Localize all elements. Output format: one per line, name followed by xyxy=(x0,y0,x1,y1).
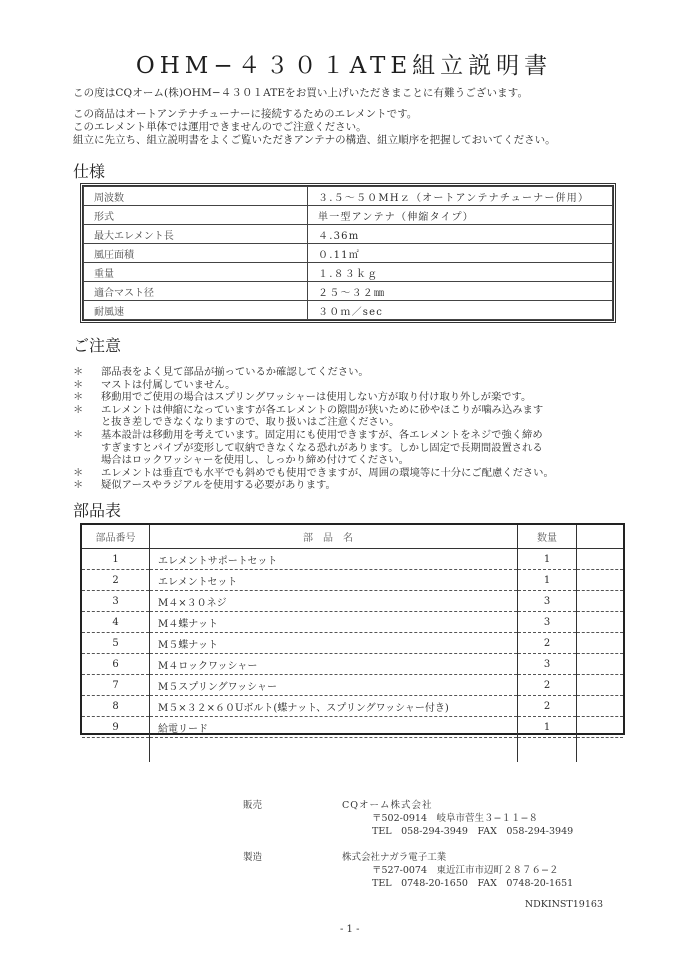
part-number: 8 xyxy=(82,696,150,717)
note-item xyxy=(73,366,554,379)
bullet-asterisk-icon: ＊ xyxy=(73,479,84,492)
note-text: エレメントは垂直でも水平でも斜めでも使用できますが、周囲の環境等に十分にご配慮ください。 xyxy=(101,466,554,479)
spec-row xyxy=(84,301,613,320)
part-name: エレメントサポートセット xyxy=(150,549,518,570)
spec-row xyxy=(84,206,613,225)
spec-value: １.８３ｋｇ xyxy=(308,263,613,282)
description-line: このエレメント単体では運用できませんのでご注意ください。 xyxy=(73,121,367,133)
spec-table xyxy=(80,183,616,323)
bullet-asterisk-icon xyxy=(73,454,101,467)
table-row xyxy=(82,633,623,654)
part-number: 1 xyxy=(82,549,150,570)
part-name: 給電リード xyxy=(150,717,518,738)
spec-value: ３.５〜５０MHｚ（オートアンテナチューナー併用） xyxy=(308,187,613,206)
maker-phone-fax: TEL 0748-20-1650 FAX 0748-20-1651 xyxy=(372,878,574,889)
intro-text: この度はCQオーム(株)OHM−４３０１ATEをお買い上げいただきまことに有難うございます。 xyxy=(73,87,529,99)
notes-list xyxy=(73,366,554,492)
part-quantity: 2 xyxy=(518,633,577,654)
note-text: マストは付属していません。 xyxy=(101,378,236,391)
bullet-asterisk-icon: ＊ xyxy=(73,403,84,416)
part-quantity: 2 xyxy=(518,675,577,696)
part-name: M４ロックワッシャー xyxy=(150,654,518,675)
part-remarks xyxy=(577,654,624,675)
note-text: 移動用でご使用の場合はスプリングワッシャーは使用しない方が取り付け取り外しが楽です。 xyxy=(101,391,532,404)
part-quantity: 2 xyxy=(518,696,577,717)
note-item xyxy=(73,379,554,392)
spec-value: 単一型アンテナ（伸縮タイプ） xyxy=(308,206,613,225)
empty-table-row xyxy=(82,738,623,763)
table-row xyxy=(82,654,623,675)
spec-label: 重量 xyxy=(84,263,308,282)
part-number: 6 xyxy=(82,654,150,675)
part-remarks xyxy=(577,675,624,696)
part-remarks xyxy=(577,549,624,570)
spec-row xyxy=(84,225,613,244)
note-item xyxy=(73,429,554,442)
note-text: 場合はロックワッシャーを使用し、しっかり締め付けてください。 xyxy=(101,454,409,467)
table-row xyxy=(82,570,623,591)
seller-company: CQオーム株式会社 xyxy=(342,800,433,811)
column-header-blank xyxy=(577,525,624,549)
spec-label: 適合マスト径 xyxy=(84,282,308,301)
parts-table xyxy=(80,523,625,735)
part-quantity: 1 xyxy=(518,549,577,570)
document-code: NDKINST19163 xyxy=(524,899,603,910)
bullet-asterisk-icon: ＊ xyxy=(73,378,84,391)
spec-label: 耐風速 xyxy=(84,301,308,320)
note-item xyxy=(73,442,554,455)
part-number: 2 xyxy=(82,570,150,591)
seller-address: 〒502-0914 岐阜市菅生３−１１−８ xyxy=(372,813,538,824)
part-remarks xyxy=(577,612,624,633)
note-item xyxy=(73,391,554,404)
description-line: この商品はオートアンテナチューナーに接続するためのエレメントです。 xyxy=(73,108,418,120)
bullet-asterisk-icon: ＊ xyxy=(73,366,84,378)
part-remarks xyxy=(577,591,624,612)
table-row xyxy=(82,675,623,696)
note-text: 基本設計は移動用を考えています。固定用にも使用できますが、各エレメントをネジで強く締め xyxy=(101,428,543,441)
table-row xyxy=(82,612,623,633)
part-name: M５×３２×６０Uボルト(蝶ナット、スプリングワッシャー付き) xyxy=(150,696,518,717)
part-quantity: 3 xyxy=(518,612,577,633)
maker-role: 製造 xyxy=(243,852,263,863)
spec-row xyxy=(84,187,613,206)
maker-company: 株式会社ナガラ電子工業 xyxy=(342,852,447,863)
bullet-asterisk-icon xyxy=(73,442,101,455)
page-number: - 1 - xyxy=(340,924,360,935)
table-row xyxy=(82,549,623,570)
note-item xyxy=(73,467,554,480)
spec-row xyxy=(84,244,613,263)
table-row xyxy=(82,717,623,738)
spec-row xyxy=(84,263,613,282)
spec-label: 周波数 xyxy=(84,187,308,206)
part-name: M４×３０ネジ xyxy=(150,591,518,612)
seller-role: 販売 xyxy=(243,800,263,811)
spec-label: 最大エレメント長 xyxy=(84,225,308,244)
maker-address: 〒527-0074 東近江市市辺町２８７６−２ xyxy=(372,865,559,876)
spec-value: ４.36m xyxy=(308,225,613,244)
part-name: M４蝶ナット xyxy=(150,612,518,633)
part-quantity: 3 xyxy=(518,654,577,675)
part-quantity: 1 xyxy=(518,570,577,591)
column-header-quantity: 数量 xyxy=(518,525,577,549)
notes-heading: ご注意 xyxy=(73,336,122,355)
description-line: 組立に先立ち、組立説明書をよくご覧いただきアンテナの構造、組立順序を把握しておいてください。 xyxy=(73,134,556,146)
spec-row xyxy=(84,282,613,301)
note-item xyxy=(73,416,554,429)
note-text: エレメントは伸縮になっていますが各エレメントの隙間が狭いために砂やほこりが噛み込みます xyxy=(101,403,544,416)
part-remarks xyxy=(577,717,624,738)
part-number: 5 xyxy=(82,633,150,654)
bullet-asterisk-icon: ＊ xyxy=(73,466,84,479)
note-text: すぎますとパイプが変形して収納できなくなる恐れがあります。しかし固定で長期間設置される xyxy=(101,441,543,454)
table-row xyxy=(82,696,623,717)
part-remarks xyxy=(577,633,624,654)
spec-value: ０.11㎡ xyxy=(308,244,613,263)
part-number: 4 xyxy=(82,612,150,633)
note-item xyxy=(73,479,554,492)
empty-cell xyxy=(150,738,518,763)
part-number: 9 xyxy=(82,717,150,738)
empty-cell xyxy=(518,738,577,763)
spec-value: ３０ｍ／sec xyxy=(308,301,613,320)
empty-cell xyxy=(82,738,150,763)
spec-heading: 仕様 xyxy=(73,162,106,181)
part-name: M５蝶ナット xyxy=(150,633,518,654)
part-quantity: 3 xyxy=(518,591,577,612)
spec-label: 形式 xyxy=(84,206,308,225)
parts-heading: 部品表 xyxy=(73,501,122,520)
note-item xyxy=(73,404,554,417)
part-remarks xyxy=(577,570,624,591)
column-header-part-name: 部品名 xyxy=(150,525,518,549)
note-item xyxy=(73,454,554,467)
seller-phone-fax: TEL 058-294-3949 FAX 058-294-3949 xyxy=(372,826,574,837)
document-title: OHM−４３０１ATE組立説明書 xyxy=(135,53,553,79)
note-text: 疑似アースやラジアルを使用する必要があります。 xyxy=(101,479,336,492)
bullet-asterisk-icon: ＊ xyxy=(73,428,84,441)
spec-value: ２５〜３２㎜ xyxy=(308,282,613,301)
part-name: M５スプリングワッシャー xyxy=(150,675,518,696)
note-text: と抜き差しできなくなりますので、取り扱いはご注意ください。 xyxy=(101,416,400,429)
part-quantity: 1 xyxy=(518,717,577,738)
table-row xyxy=(82,591,623,612)
part-number: 3 xyxy=(82,591,150,612)
part-name: エレメントセット xyxy=(150,570,518,591)
spec-label: 風圧面積 xyxy=(84,244,308,263)
note-text: 部品表をよく見て部品が揃っているか確認してください。 xyxy=(101,366,369,378)
column-header-part-number: 部品番号 xyxy=(82,525,150,549)
bullet-asterisk-icon xyxy=(73,416,101,429)
part-number: 7 xyxy=(82,675,150,696)
bullet-asterisk-icon: ＊ xyxy=(73,391,84,404)
part-remarks xyxy=(577,696,624,717)
empty-cell xyxy=(577,738,624,763)
